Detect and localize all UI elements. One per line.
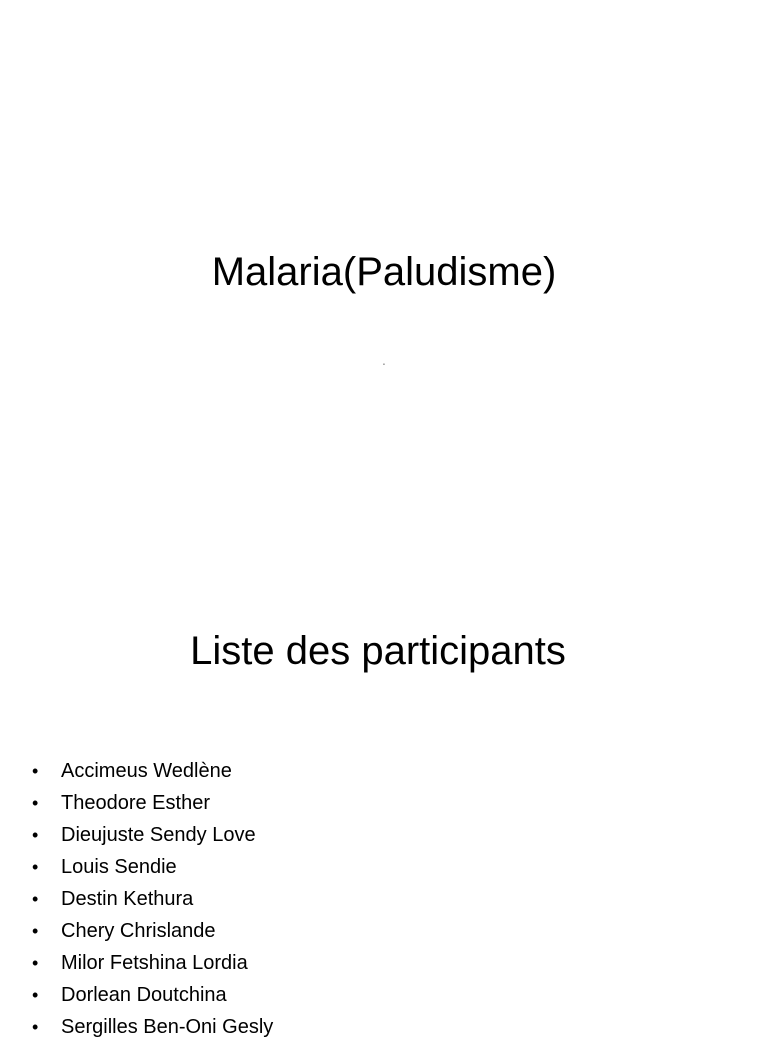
bullet-icon: • bbox=[32, 953, 39, 973]
participants-slide bbox=[0, 576, 768, 1038]
list-item bbox=[32, 819, 273, 851]
presentation-subtitle: . bbox=[382, 352, 386, 368]
participant-name: Louis Sendie bbox=[61, 856, 177, 878]
bullet-icon: • bbox=[32, 857, 39, 877]
bullet-icon: • bbox=[32, 985, 39, 1005]
participant-name: Chery Chrislande bbox=[61, 920, 216, 942]
list-item bbox=[32, 787, 273, 819]
participants-list bbox=[32, 755, 273, 1043]
list-item bbox=[32, 883, 273, 915]
bullet-icon: • bbox=[32, 1017, 39, 1037]
participant-name: Dieujuste Sendy Love bbox=[61, 824, 256, 846]
list-item bbox=[32, 979, 273, 1011]
participant-name: Destin Kethura bbox=[61, 888, 194, 910]
participant-name: Sergilles Ben-Oni Gesly bbox=[61, 1016, 274, 1038]
participant-name: Dorlean Doutchina bbox=[61, 984, 227, 1006]
list-item bbox=[32, 755, 273, 787]
list-item bbox=[32, 1011, 273, 1043]
participant-name: Milor Fetshina Lordia bbox=[61, 952, 248, 974]
list-item bbox=[32, 915, 273, 947]
bullet-icon: • bbox=[32, 761, 39, 781]
bullet-icon: • bbox=[32, 921, 39, 941]
participants-title: Liste des participants bbox=[190, 629, 566, 673]
list-item bbox=[32, 851, 273, 883]
participant-name: Theodore Esther bbox=[61, 792, 210, 814]
bullet-icon: • bbox=[32, 889, 39, 909]
participant-name: Accimeus Wedlène bbox=[61, 760, 232, 782]
presentation-title: Malaria(Paludisme) bbox=[211, 250, 557, 294]
bullet-icon: • bbox=[32, 825, 39, 845]
list-item bbox=[32, 947, 273, 979]
bullet-icon: • bbox=[32, 793, 39, 813]
